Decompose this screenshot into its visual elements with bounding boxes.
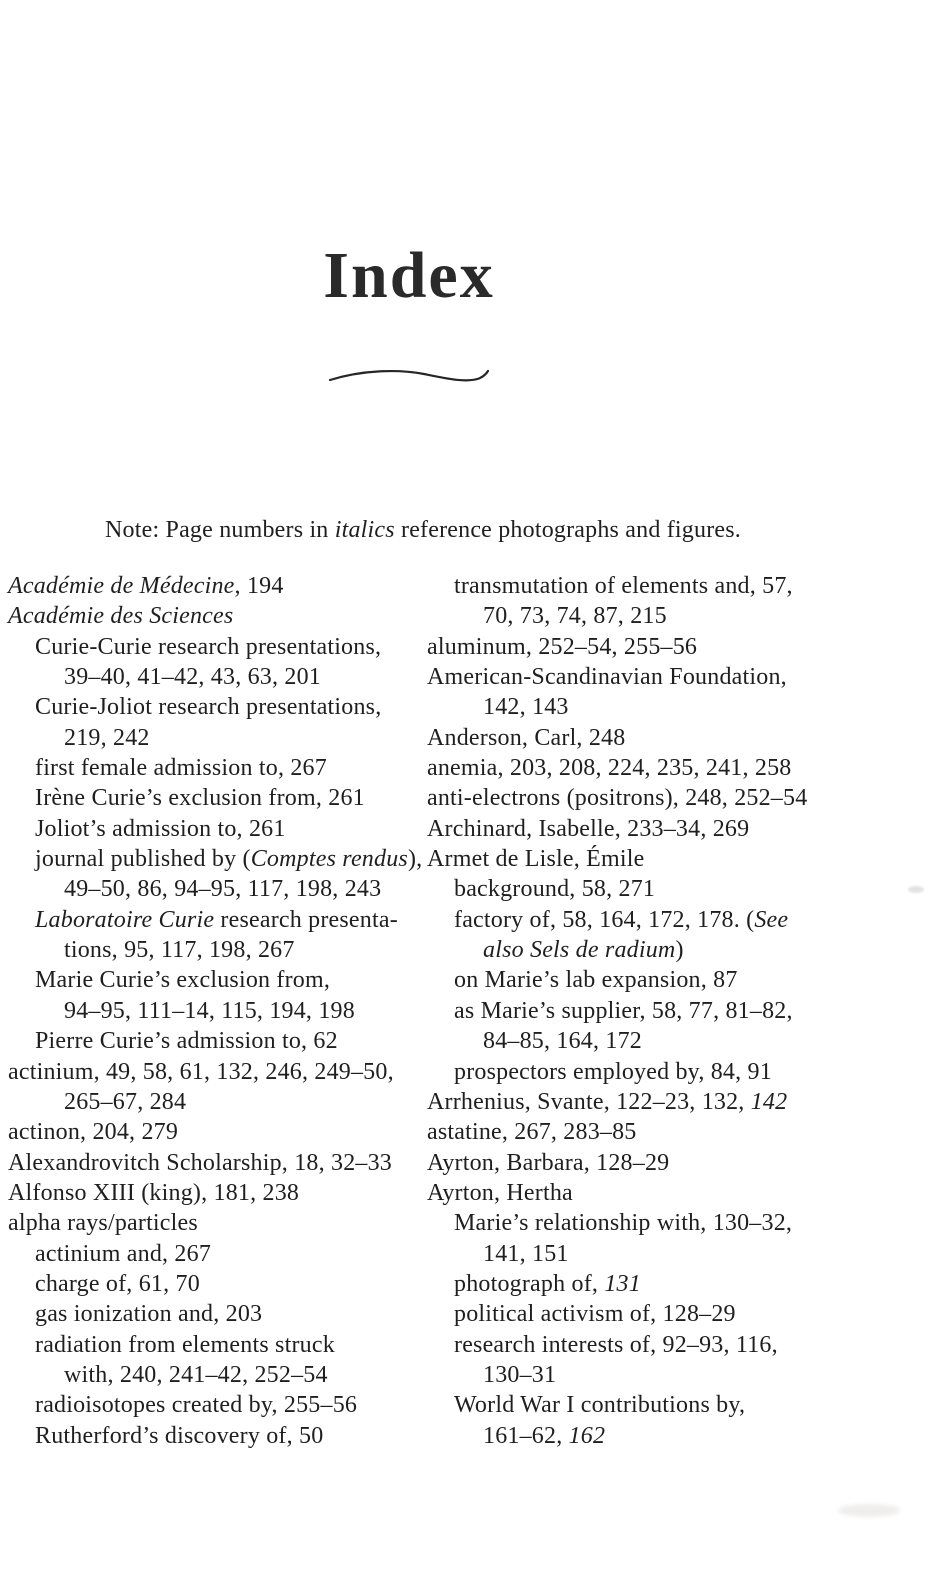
text-run: Curie-Joliot research presentations, [35,694,382,721]
italic-text-run: See [754,906,789,933]
text-run: radiation from elements struck [35,1331,335,1358]
text-run: Rutherford’s discovery of, 50 [35,1422,324,1449]
index-page [8,0,838,1451]
index-entry-line [8,996,425,1026]
text-run: 39–40, 41–42, 43, 63, 201 [64,664,321,691]
text-run: Joliot’s admission to, 261 [35,815,286,842]
text-run: first female admission to, 267 [35,755,327,782]
index-entry-line [8,753,425,783]
text-run: Ayrton, Hertha [427,1179,573,1206]
text-run: 219, 242 [64,724,150,751]
index-entry-line [427,996,838,1026]
text-run: transmutation of elements and, 57, [454,573,793,599]
text-run: Curie-Curie research presentations, [35,633,382,660]
index-entry-line [8,1390,425,1420]
index-entry-line [427,692,838,722]
italic-text-run: Académie de Médecine [8,573,235,599]
italic-text-run: Comptes rendus [250,846,408,873]
index-entry-line [427,571,838,601]
text-run: political activism of, 128–29 [454,1301,736,1328]
index-entry-line [8,632,425,662]
scan-smudge [908,886,924,893]
text-run: aluminum, 252–54, 255–56 [427,633,698,660]
text-run: research interests of, 92–93, 116, [454,1331,778,1358]
index-entry-line [427,1269,838,1299]
index-entry-line [427,1148,838,1178]
index-entry-line [427,662,838,692]
index-entry-line [8,1299,425,1329]
text-run: with, 240, 241–42, 252–54 [64,1361,328,1388]
index-entry-line [427,814,838,844]
text-run: 142, 143 [483,694,569,721]
text-run: reference photographs and figures. [394,517,741,543]
index-entry-line [8,692,425,722]
index-entry-line [427,601,838,631]
text-run: 70, 73, 74, 87, 215 [483,603,667,630]
italic-text-run: Académie des Sciences [8,603,234,630]
text-run: Pierre Curie’s admission to, 62 [35,1028,338,1055]
index-entry-line [8,965,425,995]
decorative-flourish [328,366,490,386]
text-run: on Marie’s lab expansion, 87 [454,967,738,994]
text-run: 49–50, 86, 94–95, 117, 198, 243 [64,876,382,903]
index-entry-line [8,571,425,601]
text-run: Alfonso XIII (king), 181, 238 [8,1179,300,1206]
index-entry-line [427,753,838,783]
text-run: Note: Page numbers in [105,517,335,543]
index-entry-line [8,1208,425,1238]
text-run: journal published by ( [35,846,251,873]
text-run: Archinard, Isabelle, 233–34, 269 [427,815,750,842]
index-entry-line [8,1178,425,1208]
text-run: actinon, 204, 279 [8,1119,179,1146]
index-entry-line [427,905,838,935]
text-run: gas ionization and, 203 [35,1301,263,1328]
text-run: anti-electrons (positrons), 248, 252–54 [427,785,808,812]
index-entry-line [8,1330,425,1360]
scan-smudge [838,1504,900,1517]
text-run: Anderson, Carl, 248 [427,724,626,751]
text-run: Alexandrovitch Scholarship, 18, 32–33 [8,1149,393,1176]
text-run: World War I contributions by, [454,1392,746,1419]
text-run: charge of, 61, 70 [35,1270,200,1297]
text-run: ), [407,846,423,873]
text-run: 265–67, 284 [64,1088,187,1115]
text-run: Marie’s relationship with, 130–32, [454,1210,793,1237]
italic-text-run: 162 [568,1422,606,1449]
index-entry-line [8,783,425,813]
index-entry-line [8,1421,425,1451]
text-run: , 194 [234,573,284,599]
index-entry-line [8,1360,425,1390]
text-run: actinium, 49, 58, 61, 132, 246, 249–50, [8,1058,394,1085]
text-run: as Marie’s supplier, 58, 77, 81–82, [454,997,793,1024]
index-column-right [425,571,838,1451]
index-entry-line [427,1087,838,1117]
text-run: Irène Curie’s exclusion from, 261 [35,785,365,812]
index-entry-line [8,1087,425,1117]
index-entry-line [8,1057,425,1087]
index-entry-line [427,1299,838,1329]
italic-text-run: italics [334,517,395,543]
index-columns [8,571,838,1451]
text-run: Arrhenius, Svante, 122–23, 132, [427,1088,751,1115]
text-run: Armet de Lisle, Émile [427,846,645,873]
text-run: astatine, 267, 283–85 [427,1119,637,1146]
index-entry-line [427,844,838,874]
text-run: ) [675,937,684,964]
text-run: 94–95, 111–14, 115, 194, 198 [64,997,355,1024]
italic-text-run: 131 [604,1270,641,1297]
index-entry-line [8,601,425,631]
index-entry-line [8,1117,425,1147]
index-entry-line [427,1208,838,1238]
index-entry-line [427,632,838,662]
index-entry-line [8,723,425,753]
text-run: photograph of, [454,1270,605,1297]
index-entry-line [427,1239,838,1269]
index-entry-line [8,1269,425,1299]
index-entry-line [427,935,838,965]
index-entry-line [427,783,838,813]
index-entry-line [427,1421,838,1451]
text-run: alpha rays/particles [8,1210,198,1237]
index-entry-line [427,1117,838,1147]
index-entry-line [8,1239,425,1269]
note [8,517,838,544]
index-entry-line [8,874,425,904]
text-run: prospectors employed by, 84, 91 [454,1058,772,1085]
index-entry-line [427,1360,838,1390]
index-entry-line [427,965,838,995]
italic-text-run: also Sels de radium [483,937,676,964]
italic-text-run: Laboratoire Curie [35,906,215,933]
text-run: Ayrton, Barbara, 128–29 [427,1149,670,1176]
page-title: Index [323,239,495,312]
italic-text-run: 142 [750,1088,788,1115]
text-run: 84–85, 164, 172 [483,1028,642,1055]
index-entry-line [427,1026,838,1056]
index-entry-line [427,874,838,904]
index-entry-line [427,1330,838,1360]
index-entry-line [427,1057,838,1087]
text-run: factory of, 58, 164, 172, 178. ( [454,906,755,933]
text-run: research presenta- [214,906,398,933]
text-run: 161–62, [483,1422,569,1449]
text-run: radioisotopes created by, 255–56 [35,1392,358,1419]
index-entry-line [427,1390,838,1420]
text-run: American-Scandinavian Foundation, [427,664,787,691]
text-run: background, 58, 271 [454,876,656,903]
index-entry-line [427,723,838,753]
index-entry-line [8,814,425,844]
flourish-container [0,366,824,391]
index-entry-line [8,935,425,965]
text-run: 141, 151 [483,1240,569,1267]
text-run: actinium and, 267 [35,1240,212,1267]
index-entry-line [8,1148,425,1178]
index-entry-line [8,662,425,692]
text-run: 130–31 [483,1361,557,1388]
text-run: Marie Curie’s exclusion from, [35,967,331,994]
text-run: anemia, 203, 208, 224, 235, 241, 258 [427,755,792,782]
index-entry-line [8,905,425,935]
index-entry-line [427,1178,838,1208]
index-entry-line [8,844,425,874]
text-run: tions, 95, 117, 198, 267 [64,937,295,964]
index-entry-line [8,1026,425,1056]
index-column-left [8,571,425,1451]
